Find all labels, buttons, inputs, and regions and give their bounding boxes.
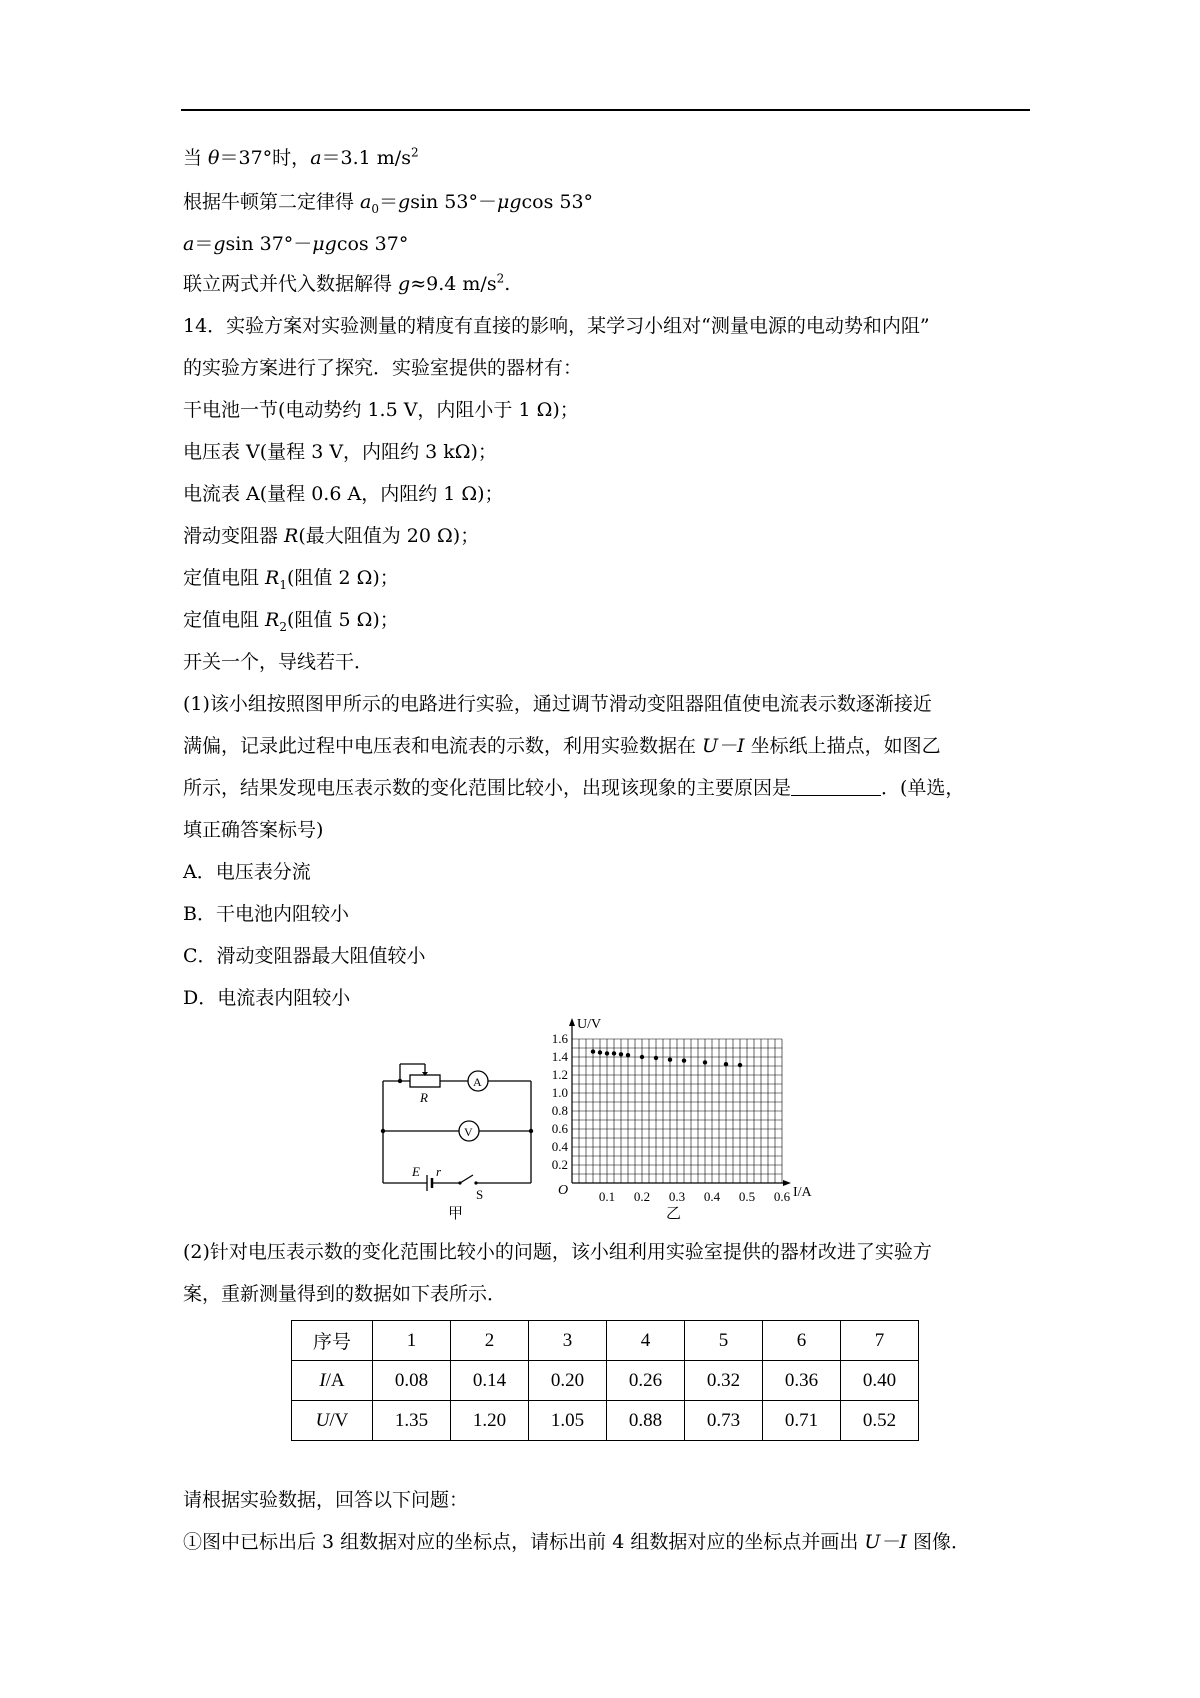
table-cell: 0.88 bbox=[607, 1401, 685, 1441]
part-1-line-2: 满偏，记录此过程中电压表和电流表的示数，利用实验数据在 U－I 坐标纸上描点，如图乙 bbox=[183, 735, 941, 757]
y-tick-label: 1.4 bbox=[551, 1049, 568, 1064]
data-table bbox=[291, 1320, 919, 1441]
y-tick-label: 0.2 bbox=[551, 1157, 568, 1172]
data-point bbox=[654, 1056, 658, 1060]
circuit-diagram bbox=[378, 1060, 538, 1220]
data-point bbox=[703, 1060, 707, 1064]
y-tick-label: 0.8 bbox=[551, 1103, 568, 1118]
data-point bbox=[612, 1051, 616, 1055]
circuit-caption: 甲 bbox=[448, 1204, 464, 1222]
question-14-line-2: 的实验方案进行了探究．实验室提供的器材有： bbox=[183, 357, 583, 379]
part-2-line-2: 案，重新测量得到的数据如下表所示． bbox=[183, 1283, 507, 1305]
table-cell: 0.20 bbox=[529, 1361, 607, 1401]
svg-text:A: A bbox=[473, 1075, 482, 1089]
table-cell: 0.36 bbox=[763, 1361, 841, 1401]
equipment-switch: 开关一个，导线若干． bbox=[183, 651, 374, 673]
x-tick-label: 0.4 bbox=[703, 1189, 721, 1204]
option-c[interactable]: C．滑动变阻器最大阻值较小 bbox=[183, 945, 426, 967]
table-cell: 5 bbox=[685, 1321, 763, 1361]
question-14-line-1: 14．实验方案对实验测量的精度有直接的影响，某学习小组对“测量电源的电动势和内阻” bbox=[183, 315, 930, 337]
y-tick-label: 1.2 bbox=[551, 1067, 568, 1082]
table-cell: 7 bbox=[841, 1321, 919, 1361]
y-tick-label: 1.6 bbox=[551, 1031, 568, 1046]
answer-blank[interactable] bbox=[791, 777, 881, 796]
u-i-graph bbox=[540, 1012, 840, 1222]
option-a[interactable]: A．电压表分流 bbox=[183, 861, 311, 883]
equipment-battery: 干电池一节(电动势约 1.5 V，内阻小于 1 Ω)； bbox=[183, 399, 579, 421]
text-line-4: 联立两式并代入数据解得 g≈9.4 $m/s^2$. bbox=[183, 271, 511, 295]
table-cell: 4 bbox=[607, 1321, 685, 1361]
y-axis-label: U/V bbox=[577, 1017, 602, 1032]
data-point bbox=[640, 1055, 644, 1059]
data-point bbox=[724, 1062, 728, 1066]
header-rule bbox=[181, 109, 1030, 111]
option-b[interactable]: B．干电池内阻较小 bbox=[183, 903, 349, 925]
table-cell: 3 bbox=[529, 1321, 607, 1361]
data-point bbox=[668, 1058, 672, 1062]
data-point bbox=[738, 1063, 742, 1067]
svg-text:R: R bbox=[420, 1090, 428, 1105]
text-line-3: a＝gsin 37°－μgcos 37° bbox=[183, 233, 409, 255]
table-cell: 1.35 bbox=[373, 1401, 451, 1441]
text-line-1: 当 θ＝37°时，a＝3.1 $m/s^2$ bbox=[183, 145, 419, 169]
table-cell: 1 bbox=[373, 1321, 451, 1361]
table-header-cell: U/V bbox=[292, 1401, 373, 1441]
part-2-line-1: (2)针对电压表示数的变化范围比较小的问题，该小组利用实验室提供的器材改进了实验方 bbox=[183, 1241, 932, 1263]
x-tick-label: 0.6 bbox=[773, 1189, 791, 1204]
x-axis-label: I/A bbox=[793, 1185, 812, 1200]
svg-text:r: r bbox=[436, 1164, 442, 1179]
table-cell: 0.52 bbox=[841, 1401, 919, 1441]
data-point bbox=[591, 1049, 595, 1053]
text-line-2: 根据牛顿第二定律得 $a_0=gsin$ 53°－μgcos 53° bbox=[183, 191, 594, 216]
table-header-cell: I/A bbox=[292, 1361, 373, 1401]
table-row-voltage bbox=[292, 1401, 919, 1441]
table-cell: 0.40 bbox=[841, 1361, 919, 1401]
table-cell: 0.14 bbox=[451, 1361, 529, 1401]
y-axis-arrow bbox=[569, 1018, 575, 1026]
y-tick-label: 0.6 bbox=[551, 1121, 568, 1136]
table-cell: 2 bbox=[451, 1321, 529, 1361]
origin-label: O bbox=[558, 1183, 569, 1198]
sub-question-1: ①图中已标出后 3 组数据对应的坐标点，请标出前 4 组数据对应的坐标点并画出 U－I 图像． bbox=[183, 1531, 970, 1553]
data-point bbox=[619, 1052, 623, 1056]
part-1-line-1: (1)该小组按照图甲所示的电路进行实验，通过调节滑动变阻器阻值使电流表示数逐渐接近 bbox=[183, 693, 932, 715]
table-cell: 0.73 bbox=[685, 1401, 763, 1441]
table-row-index bbox=[292, 1321, 919, 1361]
table-cell: 0.32 bbox=[685, 1361, 763, 1401]
x-axis-arrow bbox=[783, 1180, 791, 1186]
table-cell: 1.05 bbox=[529, 1401, 607, 1441]
svg-text:V: V bbox=[464, 1125, 473, 1139]
equipment-resistor-r1: 定值电阻 $R_1$(阻值 2 Ω)； bbox=[183, 567, 399, 592]
table-cell: 0.71 bbox=[763, 1401, 841, 1441]
data-point bbox=[682, 1058, 686, 1062]
table-cell: 0.26 bbox=[607, 1361, 685, 1401]
y-tick-label: 0.4 bbox=[551, 1139, 568, 1154]
data-point bbox=[605, 1051, 609, 1055]
part-1-line-3: 所示，结果发现电压表示数的变化范围比较小，出现该现象的主要原因是 ．(单选， bbox=[183, 777, 965, 799]
x-tick-label: 0.5 bbox=[738, 1189, 756, 1204]
data-point bbox=[598, 1050, 602, 1054]
equipment-ammeter: 电流表 A(量程 0.6 A，内阻约 1 Ω)； bbox=[183, 483, 504, 505]
table-cell: 0.08 bbox=[373, 1361, 451, 1401]
svg-text:E: E bbox=[412, 1164, 420, 1179]
table-row-current bbox=[292, 1361, 919, 1401]
equipment-resistor-r2: 定值电阻 $R_2$(阻值 5 Ω)； bbox=[183, 609, 399, 634]
part-1-line-4: 填正确答案标号) bbox=[183, 819, 324, 841]
option-d[interactable]: D．电流表内阻较小 bbox=[183, 987, 351, 1009]
instruction-line: 请根据实验数据，回答以下问题： bbox=[183, 1489, 469, 1511]
table-cell: 6 bbox=[763, 1321, 841, 1361]
x-tick-label: 0.1 bbox=[598, 1189, 616, 1204]
equipment-voltmeter: 电压表 V(量程 3 V，内阻约 3 kΩ)； bbox=[183, 441, 497, 463]
svg-text:S: S bbox=[476, 1187, 484, 1202]
y-tick-label: 1.0 bbox=[551, 1085, 568, 1100]
table-cell: 1.20 bbox=[451, 1401, 529, 1441]
data-point bbox=[626, 1053, 630, 1057]
x-tick-label: 0.3 bbox=[668, 1189, 686, 1204]
x-tick-label: 0.2 bbox=[633, 1189, 651, 1204]
equipment-rheostat: 滑动变阻器 R(最大阻值为 20 Ω)； bbox=[183, 525, 480, 547]
graph-caption: 乙 bbox=[666, 1204, 682, 1222]
table-header-cell: 序号 bbox=[292, 1321, 373, 1361]
